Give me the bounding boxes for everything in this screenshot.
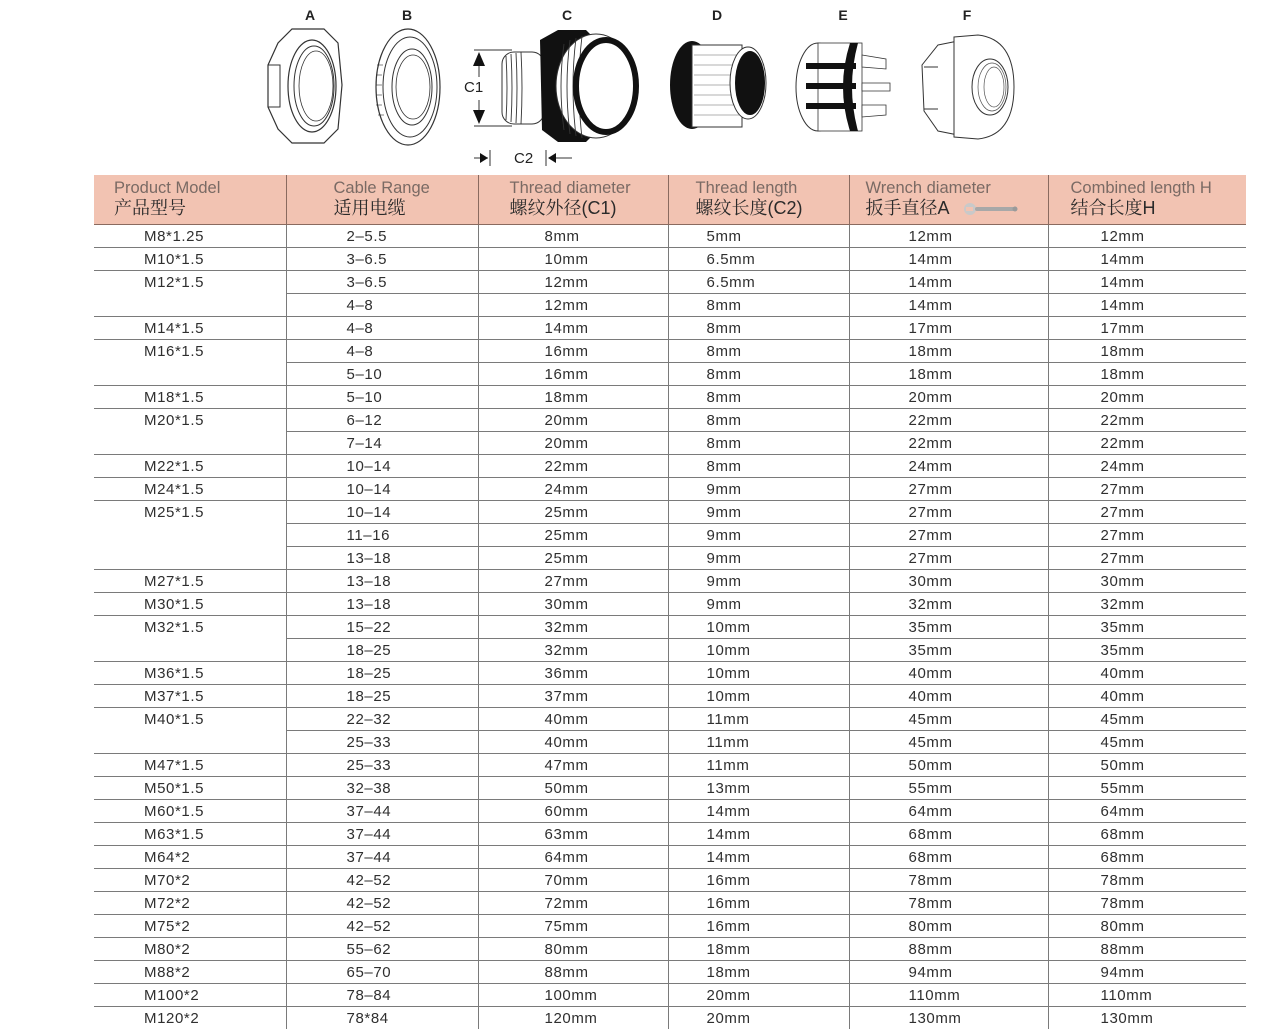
cap-nut-icon xyxy=(918,25,1022,155)
cable-range-cell: 7–14 xyxy=(286,431,478,454)
cable-range-cell: 78*84 xyxy=(286,1006,478,1029)
thread-length-cell: 6.5mm xyxy=(668,270,849,293)
wrench-diameter-cell: 22mm xyxy=(849,408,1048,431)
product-model-cell: M27*1.5 xyxy=(94,569,286,592)
wrench-diameter-cell: 40mm xyxy=(849,684,1048,707)
product-model-cell: M37*1.5 xyxy=(94,684,286,707)
wrench-diameter-cell: 24mm xyxy=(849,454,1048,477)
thread-diameter-cell: 88mm xyxy=(478,960,668,983)
combined-length-cell: 80mm xyxy=(1048,914,1246,937)
combined-length-cell: 17mm xyxy=(1048,316,1246,339)
wrench-diameter-cell: 68mm xyxy=(849,822,1048,845)
combined-length-cell: 45mm xyxy=(1048,707,1246,730)
wrench-diameter-cell: 17mm xyxy=(849,316,1048,339)
header-cn: 螺纹外径(C1) xyxy=(509,198,617,218)
wrench-diameter-cell: 45mm xyxy=(849,707,1048,730)
thread-length-cell: 11mm xyxy=(668,707,849,730)
cable-range-cell: 32–38 xyxy=(286,776,478,799)
thread-length-cell: 13mm xyxy=(668,776,849,799)
thread-length-cell: 9mm xyxy=(668,546,849,569)
wrench-diameter-cell: 14mm xyxy=(849,247,1048,270)
wrench-diameter-cell: 35mm xyxy=(849,638,1048,661)
table-row xyxy=(94,960,1246,983)
thread-diameter-cell: 18mm xyxy=(478,385,668,408)
combined-length-cell: 12mm xyxy=(1048,224,1246,247)
cable-range-cell: 3–6.5 xyxy=(286,270,478,293)
cable-range-cell: 42–52 xyxy=(286,891,478,914)
thread-diameter-cell: 16mm xyxy=(478,339,668,362)
thread-length-cell: 10mm xyxy=(668,661,849,684)
threaded-body-icon xyxy=(462,22,642,172)
cable-range-cell: 10–14 xyxy=(286,477,478,500)
table-row xyxy=(94,385,1246,408)
thread-length-cell: 16mm xyxy=(668,891,849,914)
thread-length-cell: 9mm xyxy=(668,592,849,615)
sealing-washer-icon xyxy=(370,25,450,155)
table-row xyxy=(94,316,1246,339)
wrench-diameter-cell: 18mm xyxy=(849,362,1048,385)
c1-dimension-label: C1 xyxy=(464,79,484,96)
thread-length-cell: 9mm xyxy=(668,500,849,523)
part-e xyxy=(792,0,896,160)
table-row xyxy=(94,247,1246,270)
product-model-cell: M32*1.5 xyxy=(94,615,286,661)
product-model-cell: M64*2 xyxy=(94,845,286,868)
cable-range-cell: 5–10 xyxy=(286,385,478,408)
thread-length-cell: 8mm xyxy=(668,431,849,454)
thread-diameter-cell: 20mm xyxy=(478,408,668,431)
product-model-cell: M75*2 xyxy=(94,914,286,937)
wrench-diameter-cell: 12mm xyxy=(849,224,1048,247)
wrench-diameter-cell: 64mm xyxy=(849,799,1048,822)
table-row xyxy=(94,270,1246,293)
cable-range-cell: 25–33 xyxy=(286,753,478,776)
wrench-diameter-cell: 32mm xyxy=(849,592,1048,615)
wrench-diameter-cell: 78mm xyxy=(849,891,1048,914)
header-combined-length xyxy=(1048,175,1246,224)
product-model-cell: M40*1.5 xyxy=(94,707,286,753)
part-b xyxy=(370,0,450,160)
thread-length-cell: 8mm xyxy=(668,385,849,408)
part-letter-d: D xyxy=(711,7,723,23)
thread-diameter-cell: 36mm xyxy=(478,661,668,684)
table-row xyxy=(94,500,1246,523)
product-model-cell: M72*2 xyxy=(94,891,286,914)
wrench-diameter-cell: 130mm xyxy=(849,1006,1048,1029)
thread-diameter-cell: 50mm xyxy=(478,776,668,799)
thread-diameter-cell: 32mm xyxy=(478,615,668,638)
cable-range-cell: 2–5.5 xyxy=(286,224,478,247)
table-row xyxy=(94,753,1246,776)
combined-length-cell: 22mm xyxy=(1048,431,1246,454)
c2-dimension-label: C2 xyxy=(514,150,534,167)
product-model-cell: M63*1.5 xyxy=(94,822,286,845)
cable-range-cell: 25–33 xyxy=(286,730,478,753)
thread-length-cell: 20mm xyxy=(668,983,849,1006)
product-model-cell: M47*1.5 xyxy=(94,753,286,776)
table-row xyxy=(94,845,1246,868)
header-cable-range xyxy=(286,175,478,224)
combined-length-cell: 27mm xyxy=(1048,523,1246,546)
specification-table-container xyxy=(94,175,1246,1029)
table-header xyxy=(94,175,1246,224)
table-row xyxy=(94,937,1246,960)
product-model-cell: M36*1.5 xyxy=(94,661,286,684)
wrench-diameter-cell: 40mm xyxy=(849,661,1048,684)
combined-length-cell: 55mm xyxy=(1048,776,1246,799)
cable-range-cell: 3–6.5 xyxy=(286,247,478,270)
header-thread-length xyxy=(668,175,849,224)
product-model-cell: M25*1.5 xyxy=(94,500,286,569)
combined-length-cell: 35mm xyxy=(1048,615,1246,638)
thread-length-cell: 8mm xyxy=(668,454,849,477)
product-model-cell: M16*1.5 xyxy=(94,339,286,385)
thread-length-cell: 18mm xyxy=(668,937,849,960)
product-model-cell: M70*2 xyxy=(94,868,286,891)
cable-range-cell: 65–70 xyxy=(286,960,478,983)
thread-diameter-cell: 25mm xyxy=(478,523,668,546)
thread-diameter-cell: 60mm xyxy=(478,799,668,822)
table-row xyxy=(94,868,1246,891)
thread-diameter-cell: 37mm xyxy=(478,684,668,707)
cable-range-cell: 10–14 xyxy=(286,500,478,523)
cable-range-cell: 15–22 xyxy=(286,615,478,638)
cable-range-cell: 6–12 xyxy=(286,408,478,431)
cable-range-cell: 18–25 xyxy=(286,684,478,707)
combined-length-cell: 110mm xyxy=(1048,983,1246,1006)
product-model-cell: M10*1.5 xyxy=(94,247,286,270)
thread-diameter-cell: 64mm xyxy=(478,845,668,868)
thread-diameter-cell: 80mm xyxy=(478,937,668,960)
header-en: Combined length H xyxy=(1070,179,1212,197)
cable-range-cell: 4–8 xyxy=(286,316,478,339)
table-row xyxy=(94,914,1246,937)
combined-length-cell: 64mm xyxy=(1048,799,1246,822)
thread-length-cell: 16mm xyxy=(668,914,849,937)
cable-range-cell: 18–25 xyxy=(286,661,478,684)
combined-length-cell: 27mm xyxy=(1048,546,1246,569)
wrench-diameter-cell: 27mm xyxy=(849,523,1048,546)
thread-length-cell: 10mm xyxy=(668,615,849,638)
combined-length-cell: 68mm xyxy=(1048,822,1246,845)
part-letter-c: C xyxy=(561,7,573,23)
product-model-cell: M50*1.5 xyxy=(94,776,286,799)
header-wrench-diameter xyxy=(849,175,1048,224)
wrench-diameter-cell: 27mm xyxy=(849,477,1048,500)
thread-diameter-cell: 12mm xyxy=(478,293,668,316)
thread-diameter-cell: 8mm xyxy=(478,224,668,247)
wrench-diameter-cell: 80mm xyxy=(849,914,1048,937)
thread-length-cell: 10mm xyxy=(668,638,849,661)
combined-length-cell: 78mm xyxy=(1048,868,1246,891)
thread-diameter-cell: 40mm xyxy=(478,730,668,753)
wrench-diameter-cell: 20mm xyxy=(849,385,1048,408)
wrench-diameter-cell: 55mm xyxy=(849,776,1048,799)
part-letter-e: E xyxy=(838,7,848,23)
header-cn: 适用电缆 xyxy=(333,198,406,218)
thread-length-cell: 8mm xyxy=(668,362,849,385)
product-model-cell: M20*1.5 xyxy=(94,408,286,454)
thread-diameter-cell: 30mm xyxy=(478,592,668,615)
thread-length-cell: 8mm xyxy=(668,293,849,316)
wrench-diameter-cell: 110mm xyxy=(849,983,1048,1006)
seal-insert-icon xyxy=(668,25,772,155)
product-model-cell: M80*2 xyxy=(94,937,286,960)
thread-length-cell: 16mm xyxy=(668,868,849,891)
thread-length-cell: 9mm xyxy=(668,569,849,592)
thread-diameter-cell: 70mm xyxy=(478,868,668,891)
header-cn: 螺纹长度(C2) xyxy=(695,198,803,218)
product-model-cell: M100*2 xyxy=(94,983,286,1006)
part-d xyxy=(668,0,772,160)
table-row xyxy=(94,983,1246,1006)
wrench-diameter-cell: 14mm xyxy=(849,293,1048,316)
cable-range-cell: 37–44 xyxy=(286,822,478,845)
cable-range-cell: 13–18 xyxy=(286,592,478,615)
product-model-cell: M60*1.5 xyxy=(94,799,286,822)
cable-range-cell: 13–18 xyxy=(286,546,478,569)
wrench-diameter-cell: 27mm xyxy=(849,546,1048,569)
combined-length-cell: 14mm xyxy=(1048,270,1246,293)
cable-range-cell: 5–10 xyxy=(286,362,478,385)
cable-range-cell: 42–52 xyxy=(286,914,478,937)
product-model-cell: M24*1.5 xyxy=(94,477,286,500)
part-letter-a: A xyxy=(304,7,316,23)
product-model-cell: M30*1.5 xyxy=(94,592,286,615)
combined-length-cell: 35mm xyxy=(1048,638,1246,661)
wrench-diameter-cell: 88mm xyxy=(849,937,1048,960)
product-model-cell: M18*1.5 xyxy=(94,385,286,408)
part-a xyxy=(262,0,352,160)
thread-diameter-cell: 24mm xyxy=(478,477,668,500)
thread-diameter-cell: 32mm xyxy=(478,638,668,661)
thread-length-cell: 14mm xyxy=(668,799,849,822)
thread-length-cell: 6.5mm xyxy=(668,247,849,270)
thread-diameter-cell: 14mm xyxy=(478,316,668,339)
header-en: Thread diameter xyxy=(509,179,631,197)
thread-length-cell: 9mm xyxy=(668,477,849,500)
wrench-diameter-cell: 94mm xyxy=(849,960,1048,983)
table-row xyxy=(94,224,1246,247)
product-model-cell: M120*2 xyxy=(94,1006,286,1029)
thread-length-cell: 8mm xyxy=(668,316,849,339)
table-row xyxy=(94,776,1246,799)
product-model-cell: M22*1.5 xyxy=(94,454,286,477)
table-row xyxy=(94,822,1246,845)
thread-diameter-cell: 47mm xyxy=(478,753,668,776)
lock-nut-icon xyxy=(262,25,352,155)
header-row xyxy=(94,175,1246,224)
thread-diameter-cell: 10mm xyxy=(478,247,668,270)
wrench-diameter-cell: 45mm xyxy=(849,730,1048,753)
thread-diameter-cell: 120mm xyxy=(478,1006,668,1029)
thread-length-cell: 20mm xyxy=(668,1006,849,1029)
thread-diameter-cell: 16mm xyxy=(478,362,668,385)
table-row xyxy=(94,339,1246,362)
combined-length-cell: 88mm xyxy=(1048,937,1246,960)
product-model-cell: M12*1.5 xyxy=(94,270,286,316)
cable-range-cell: 37–44 xyxy=(286,799,478,822)
table-row xyxy=(94,1006,1246,1029)
table-row xyxy=(94,891,1246,914)
table-row xyxy=(94,615,1246,638)
combined-length-cell: 30mm xyxy=(1048,569,1246,592)
wrench-diameter-cell: 22mm xyxy=(849,431,1048,454)
wrench-icon xyxy=(962,202,1020,216)
combined-length-cell: 22mm xyxy=(1048,408,1246,431)
header-product-model xyxy=(94,175,286,224)
thread-length-cell: 10mm xyxy=(668,684,849,707)
thread-diameter-cell: 27mm xyxy=(478,569,668,592)
thread-diameter-cell: 20mm xyxy=(478,431,668,454)
header-cn: 产品型号 xyxy=(114,198,186,218)
wrench-diameter-cell: 50mm xyxy=(849,753,1048,776)
combined-length-cell: 40mm xyxy=(1048,684,1246,707)
clamping-cage-icon xyxy=(792,25,896,155)
part-letter-f: F xyxy=(962,7,972,23)
header-cn-text: 扳手直径A xyxy=(865,198,950,218)
wrench-diameter-cell: 18mm xyxy=(849,339,1048,362)
cable-gland-exploded-diagram xyxy=(0,0,1280,172)
thread-diameter-cell: 75mm xyxy=(478,914,668,937)
thread-diameter-cell: 63mm xyxy=(478,822,668,845)
wrench-diameter-cell: 27mm xyxy=(849,500,1048,523)
combined-length-cell: 78mm xyxy=(1048,891,1246,914)
part-f xyxy=(918,0,1022,160)
thread-diameter-cell: 22mm xyxy=(478,454,668,477)
part-c xyxy=(462,0,642,172)
thread-diameter-cell: 25mm xyxy=(478,500,668,523)
cable-range-cell: 13–18 xyxy=(286,569,478,592)
combined-length-cell: 14mm xyxy=(1048,293,1246,316)
table-body xyxy=(94,224,1246,1029)
wrench-diameter-cell: 30mm xyxy=(849,569,1048,592)
table-row xyxy=(94,477,1246,500)
header-en: Wrench diameter xyxy=(865,179,991,197)
table-row xyxy=(94,592,1246,615)
thread-diameter-cell: 12mm xyxy=(478,270,668,293)
header-cn xyxy=(866,197,1048,219)
header-en: Cable Range xyxy=(333,179,430,197)
combined-length-cell: 32mm xyxy=(1048,592,1246,615)
thread-length-cell: 11mm xyxy=(668,753,849,776)
table-row xyxy=(94,408,1246,431)
combined-length-cell: 130mm xyxy=(1048,1006,1246,1029)
cable-range-cell: 22–32 xyxy=(286,707,478,730)
wrench-diameter-cell: 78mm xyxy=(849,868,1048,891)
cable-range-cell: 55–62 xyxy=(286,937,478,960)
header-cn: 结合长度H xyxy=(1070,198,1156,218)
header-en: Thread length xyxy=(695,179,798,197)
combined-length-cell: 68mm xyxy=(1048,845,1246,868)
product-model-cell: M88*2 xyxy=(94,960,286,983)
cable-range-cell: 42–52 xyxy=(286,868,478,891)
header-en: Product Model xyxy=(114,179,221,197)
combined-length-cell: 18mm xyxy=(1048,339,1246,362)
combined-length-cell: 24mm xyxy=(1048,454,1246,477)
header-thread-diameter xyxy=(478,175,668,224)
table-row xyxy=(94,661,1246,684)
table-row xyxy=(94,799,1246,822)
table-row xyxy=(94,569,1246,592)
thread-diameter-cell: 72mm xyxy=(478,891,668,914)
cable-range-cell: 10–14 xyxy=(286,454,478,477)
thread-length-cell: 18mm xyxy=(668,960,849,983)
cable-range-cell: 18–25 xyxy=(286,638,478,661)
product-model-cell: M8*1.25 xyxy=(94,224,286,247)
thread-length-cell: 8mm xyxy=(668,339,849,362)
wrench-diameter-cell: 14mm xyxy=(849,270,1048,293)
combined-length-cell: 45mm xyxy=(1048,730,1246,753)
cable-range-cell: 78–84 xyxy=(286,983,478,1006)
table-row xyxy=(94,684,1246,707)
combined-length-cell: 40mm xyxy=(1048,661,1246,684)
cable-range-cell: 4–8 xyxy=(286,293,478,316)
combined-length-cell: 18mm xyxy=(1048,362,1246,385)
thread-length-cell: 9mm xyxy=(668,523,849,546)
wrench-diameter-cell: 35mm xyxy=(849,615,1048,638)
cable-range-cell: 37–44 xyxy=(286,845,478,868)
thread-diameter-cell: 25mm xyxy=(478,546,668,569)
thread-diameter-cell: 40mm xyxy=(478,707,668,730)
cable-range-cell: 11–16 xyxy=(286,523,478,546)
thread-diameter-cell: 100mm xyxy=(478,983,668,1006)
combined-length-cell: 94mm xyxy=(1048,960,1246,983)
product-model-cell: M14*1.5 xyxy=(94,316,286,339)
table-row xyxy=(94,707,1246,730)
combined-length-cell: 20mm xyxy=(1048,385,1246,408)
cable-range-cell: 4–8 xyxy=(286,339,478,362)
combined-length-cell: 14mm xyxy=(1048,247,1246,270)
thread-length-cell: 14mm xyxy=(668,822,849,845)
combined-length-cell: 27mm xyxy=(1048,477,1246,500)
wrench-diameter-cell: 68mm xyxy=(849,845,1048,868)
thread-length-cell: 11mm xyxy=(668,730,849,753)
thread-length-cell: 14mm xyxy=(668,845,849,868)
combined-length-cell: 27mm xyxy=(1048,500,1246,523)
thread-length-cell: 5mm xyxy=(668,224,849,247)
thread-length-cell: 8mm xyxy=(668,408,849,431)
table-row xyxy=(94,454,1246,477)
part-letter-b: B xyxy=(401,7,413,23)
specification-table xyxy=(94,175,1246,1029)
combined-length-cell: 50mm xyxy=(1048,753,1246,776)
